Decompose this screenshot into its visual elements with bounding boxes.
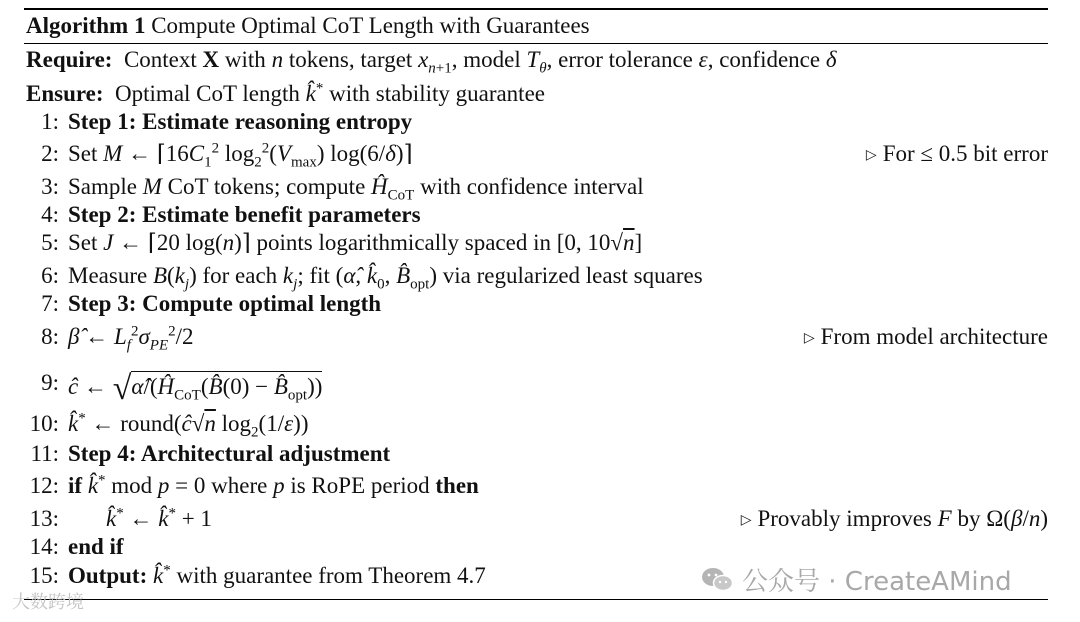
algo-line-15: 15: Output: k̂* with guarantee from Theorem 4.7 [29,562,486,588]
ensure-text: Optimal CoT length k̂* with stability guarantee [109,80,545,106]
line-5-math: Set J ← ⌈20 log(n)⌉ points logarithmically spaced in [0, 10√n] [68,230,643,255]
line-15-math: Output: k̂* with guarantee from Theorem 4.7 [68,562,486,588]
algo-line-14: 14: end if [29,534,124,559]
line-6-math: Measure $B(k_j)$ for each $k_j$; fit (α̂, $k̂_0$, $B̂_{opt}$) via regularized least squares [68,263,703,293]
line-2-math: Set M ← $⌈16C_1^2$ $\log_2^2(V_{max})$ log(6/δ)⌉ [68,140,413,171]
algo-line-12: 12: if k̂* mod p = 0 where p is RoPE period then [29,472,479,498]
line-9-math: ĉ ← $√\alphâ/(Ĥ_{CoT}(B̂(0)$ − $B̂_{opt}$)) [68,370,323,407]
algo-line-11: 11: Step 4: Architectural adjustment [30,441,391,466]
require-text: Context X with n tokens, target $x_{n+1}$, model $T_\theta$, error tolerance ε, confidence δ [118,47,837,77]
algorithm-title: Algorithm 1 Compute Optimal CoT Length with Guarantees [26,13,590,38]
wechat-icon [700,566,734,594]
algo-line-6: 6: Measure $B(k_j)$ for each $k_j$; fit (α̂, $k̂_0$, $B̂_{opt}$) via regularized least squares [41,263,703,293]
line-3-math: Sample M CoT tokens; compute $Ĥ_{CoT}$ with confidence interval [68,174,644,204]
bottom-rule [24,599,1048,600]
comment-triangle-icon: ▷ [803,331,815,346]
algo-line-7: 7: Step 3: Compute optimal length [41,291,382,316]
algo-line-5: 5: Set J ← ⌈20 log(n)⌉ points logarithmically spaced in [0, 10√n] [41,230,643,255]
algo-line-4: 4: Step 2: Estimate benefit parameters [41,202,421,227]
comment-triangle-icon: ▷ [865,148,877,163]
algo-line-2: 2: Set M ← $⌈16C_1^2$ $\log_2^2(V_{max})$ log(6/δ)⌉ ▷ For ≤ 0.5 bit error [41,140,1048,171]
algo-line-3: 3: Sample M CoT tokens; compute $Ĥ_{CoT}$ with confidence interval [41,174,644,204]
require-line: Require: Context X with n tokens, target $x_{n+1}$, model $T_\theta$, error tolerance ε, confidence δ [26,47,837,77]
algo-line-10: 10: k̂* ← round(ĉ√n $\log_2(1/\varepsilon)$) [29,410,309,441]
line-10-math: k̂* ← round(ĉ√n $\log_2(1/\varepsilon)$) [68,410,309,441]
comment-triangle-icon: ▷ [740,513,752,528]
line-2-comment: ▷ For ≤ 0.5 bit error [865,141,1048,166]
line-12-math: if k̂* mod p = 0 where p is RoPE period then [68,472,479,498]
algo-line-9: 9: ĉ ← $√\alphâ/(Ĥ_{CoT}(B̂(0)$ − $B̂_{opt}$)) [41,370,323,407]
line-13-comment: ▷ Provably improves F by Ω(β/n) [740,506,1048,531]
algo-line-13: 13: k̂* ← k̂* + 1 ▷ Provably improves F by Ω(β/n) [29,505,1048,531]
algo-line-1: 1: Step 1: Estimate reasoning entropy [41,109,413,134]
line-8-comment: ▷ From model architecture [803,324,1048,349]
watermark-secondary: 大数跨境 [12,592,84,613]
line-13-math: k̂* ← k̂* + 1 [106,505,212,531]
line-8-math: β̂ ← $L_f^2\sigma_{PE}^2/2$ [68,323,194,354]
title-rule [24,43,1048,44]
top-rule [24,8,1048,10]
algo-line-8: 8: β̂ ← $L_f^2\sigma_{PE}^2/2$ ▷ From model architecture [41,323,1048,354]
watermark: 公众号 · CreateAMind [700,561,1012,598]
ensure-line: Ensure: Optimal CoT length k̂* with stability guarantee [26,80,545,106]
